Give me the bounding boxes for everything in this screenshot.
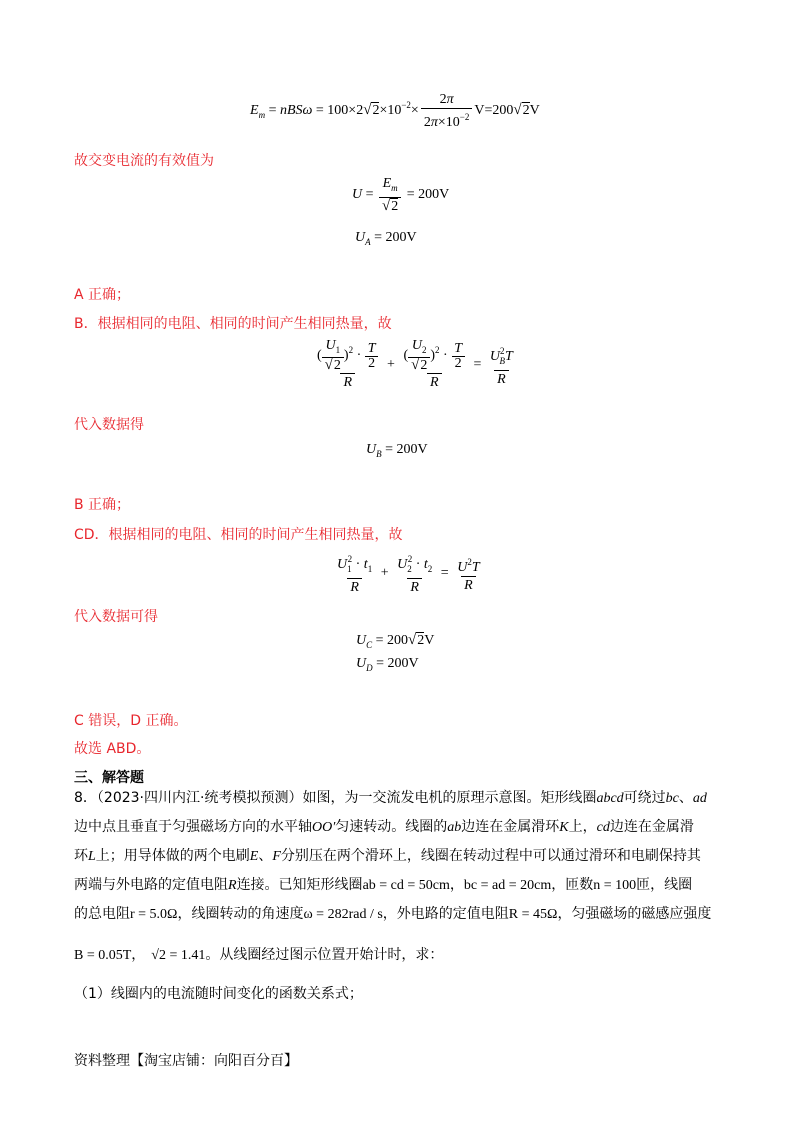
em-formula: $E_m = nBS\omega = 100\times 2√2\times 10^{-2}\times$ $\frac{2\pi}{2\pi\times 10^{-2}}$ V=200√2V bbox=[250, 92, 540, 130]
q-text: 两端与外电路的定值电阻 bbox=[74, 877, 228, 893]
q-text: 上， bbox=[568, 819, 597, 835]
sym-axis: OO′ bbox=[312, 820, 336, 835]
q-text: ，外电路的定值电阻 bbox=[382, 906, 509, 922]
q-text: 、 bbox=[258, 848, 273, 864]
footer-note: 资料整理【淘宝店铺：向阳百分百】 bbox=[74, 1053, 298, 1069]
q-line-2 bbox=[74, 813, 734, 842]
ub-formula: $U_B = 200V$ bbox=[366, 442, 428, 459]
cd-heat-equation: $\frac{U_1^2 \cdot t_1}{R}$ + $\frac{U_2^2 \cdot t_2}{R}$ = $\frac{U^2T}{R}$ bbox=[337, 554, 480, 595]
sym-r: R bbox=[228, 878, 237, 893]
q-text: 边连在金属滑 bbox=[609, 819, 694, 835]
sym-e: E bbox=[249, 849, 259, 864]
u-effective-formula: U = $\frac{E_m}{√2}$ = 200V bbox=[352, 176, 450, 214]
section-heading: 三、解答题 bbox=[74, 770, 144, 786]
q-text: 边中点且垂直于匀强磁场方向的水平轴 bbox=[74, 819, 312, 835]
sym-k: K bbox=[559, 820, 569, 835]
q-text: ，匝数 bbox=[551, 877, 594, 893]
a-correct: A 正确； bbox=[74, 287, 131, 303]
cd-reason: CD．根据相同的电阻、相同的时间产生相同热量，故 bbox=[74, 527, 403, 543]
q-source: （2023·四川内江·统考模拟预测） bbox=[96, 790, 303, 806]
sym-abcd: abcd bbox=[596, 791, 624, 806]
sym-bc: bc bbox=[665, 791, 679, 806]
sym-turns: n = 100 bbox=[593, 878, 637, 893]
q-text: 上；用导体做的两个电刷 bbox=[95, 848, 250, 864]
b-heat-equation: ( $\frac{U_1}{√2}$ )$^2$ · $\frac{T}{2}$ R + ( $\frac{U_2}{√2}$ )$^2$ · $\frac{T}{2}$ R = $\frac{U^2_BT}{R}$ bbox=[317, 338, 513, 390]
ud-formula: $U_D = 200V$ bbox=[356, 656, 419, 673]
q-text: 边连在金属滑环 bbox=[461, 819, 560, 835]
sym-ab-cd-length: ab = cd = 50cm bbox=[362, 878, 450, 893]
q-text: 。从线圈经过图示位置开始计时，求： bbox=[205, 947, 444, 963]
choose-answer: 故选 ABD。 bbox=[74, 741, 151, 757]
sym-f: F bbox=[272, 849, 281, 864]
q-line-4 bbox=[74, 871, 734, 900]
b-correct: B 正确； bbox=[74, 497, 131, 513]
q-text: 连接。已知矩形线圈 bbox=[236, 877, 363, 893]
q-text: 匀速转动。线圈的 bbox=[335, 819, 448, 835]
q-line-6 bbox=[74, 941, 734, 970]
q-text: 分别压在两个滑环上，线圈在转动过程中可以通过滑环和电刷保持其 bbox=[280, 848, 701, 864]
question-8 bbox=[74, 784, 734, 1009]
q-text: ，线圈转动的角速度 bbox=[177, 906, 304, 922]
ua-formula: $U_A = 200V$ bbox=[355, 230, 417, 247]
sym-ad: ad bbox=[692, 791, 707, 806]
sym-cd: cd bbox=[596, 820, 610, 835]
q-text: 匝，线圈 bbox=[636, 877, 693, 893]
q-text: 的总电阻 bbox=[74, 906, 130, 922]
q-text: 环 bbox=[74, 848, 88, 864]
line-effective-value: 故交变电流的有效值为 bbox=[74, 153, 214, 169]
q-text: 可绕过 bbox=[623, 790, 666, 806]
q-number: 8． bbox=[74, 790, 97, 806]
sym-sqrt2: √2 = 1.41 bbox=[151, 948, 206, 963]
sub-question-1: （1）线圈内的电流随时间变化的函数关系式； bbox=[74, 986, 363, 1002]
q-text: ， bbox=[449, 877, 464, 893]
sym-bc-ad-length: bc = ad = 20cm bbox=[463, 878, 552, 893]
substitute-2: 代入数据可得 bbox=[74, 609, 158, 625]
sym-ab: ab bbox=[447, 820, 462, 835]
q-text: ， bbox=[131, 947, 146, 963]
sym-omega: ω = 282rad / s bbox=[303, 907, 383, 922]
sym-internal-resistance: r = 5.0Ω bbox=[130, 907, 178, 922]
q-line-5 bbox=[74, 900, 734, 929]
q-text: 、 bbox=[678, 790, 693, 806]
sym-external-resistance: R = 45Ω bbox=[508, 907, 558, 922]
q-text: 如图，为一交流发电机的原理示意图。矩形线圈 bbox=[302, 790, 597, 806]
q-line-1 bbox=[74, 784, 734, 813]
q-text: ，匀强磁场的磁感应强度 bbox=[557, 906, 712, 922]
sym-l: L bbox=[88, 849, 96, 864]
cd-result: C 错误，D 正确。 bbox=[74, 713, 188, 729]
q-line-3 bbox=[74, 842, 734, 871]
b-reason: B．根据相同的电阻、相同的时间产生相同热量，故 bbox=[74, 316, 392, 332]
substitute-1: 代入数据得 bbox=[74, 417, 144, 433]
uc-formula: $U_C = 200√2V$ bbox=[356, 632, 435, 650]
sym-b-field: B = 0.05T bbox=[74, 948, 132, 963]
